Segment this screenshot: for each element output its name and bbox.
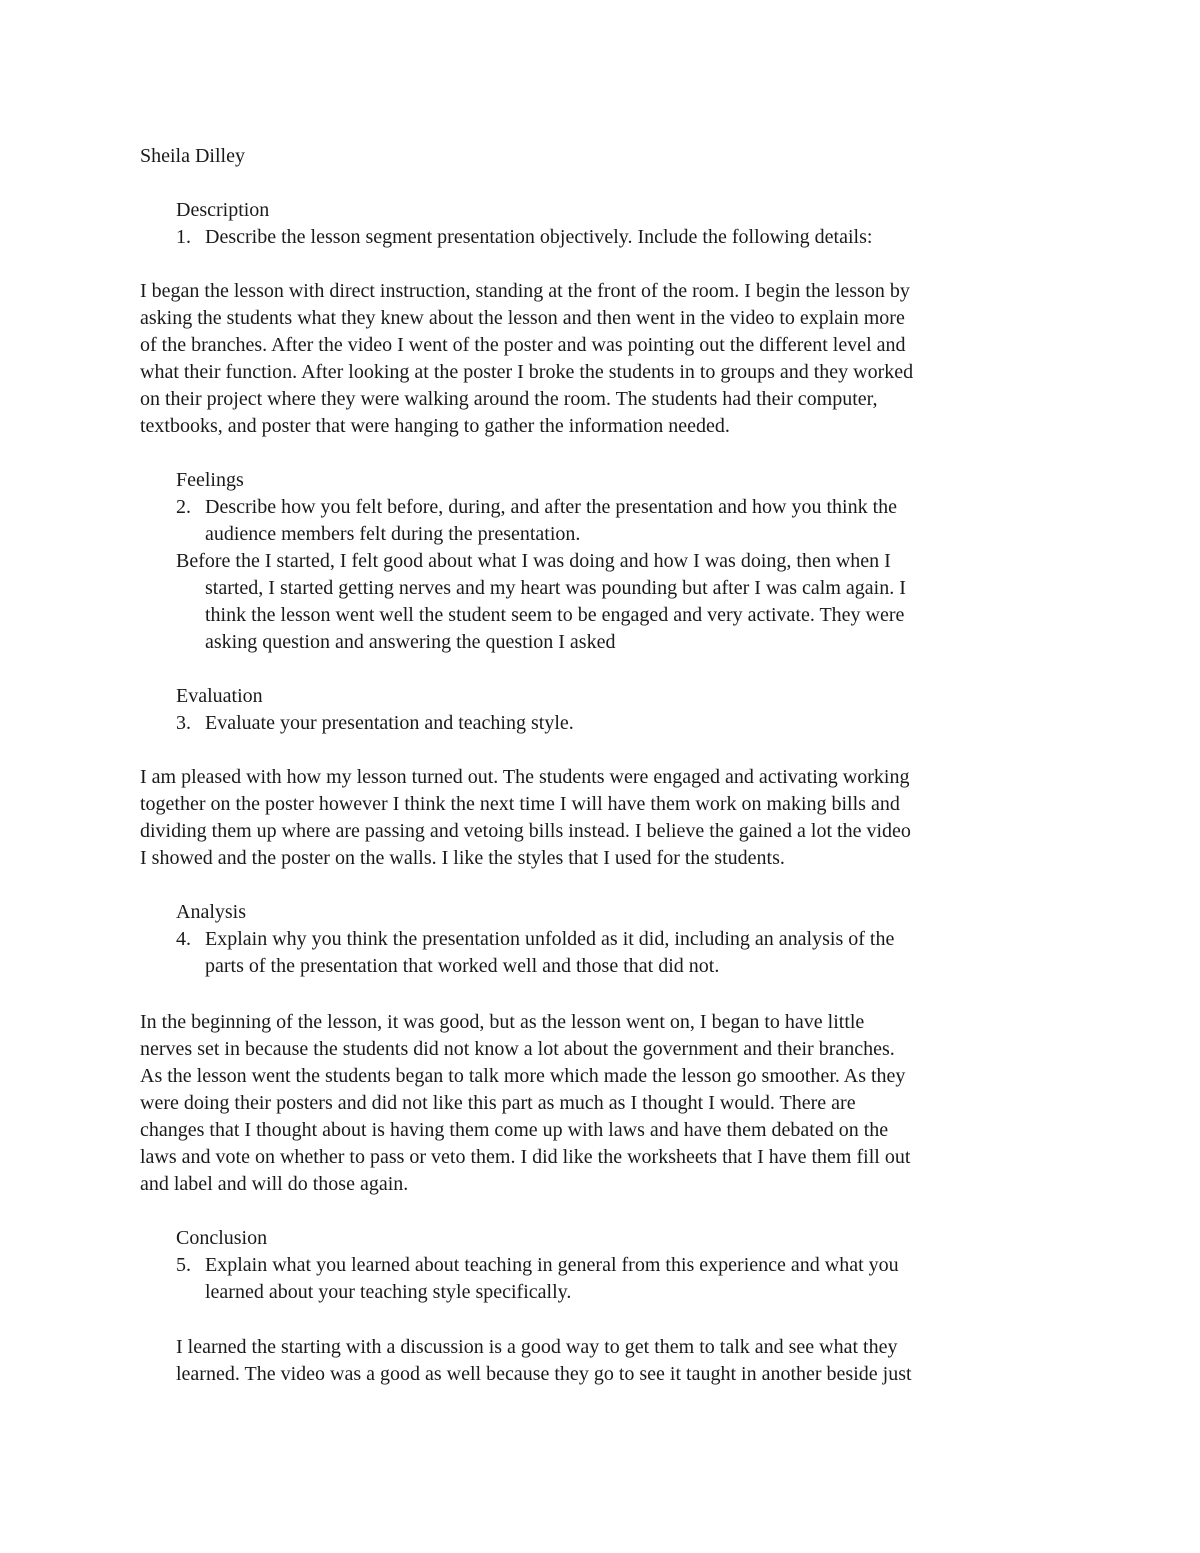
- response-line: asking the students what they knew about the lesson and then went in the video to explain more: [140, 307, 905, 329]
- prompt-text: Explain why you think the presentation unfolded as it did, including an analysis of the: [205, 928, 895, 950]
- response-line: were doing their posters and did not like this part as much as I thought I would. There are: [140, 1092, 856, 1114]
- prompt-text: parts of the presentation that worked well and those that did not.: [205, 955, 720, 977]
- response-line: think the lesson went well the student seem to be engaged and very activate. They were: [205, 604, 905, 626]
- author-name: Sheila Dilley: [140, 145, 245, 167]
- prompt-text: Describe the lesson segment presentation objectively. Include the following details:: [205, 226, 873, 248]
- response-line: In the beginning of the lesson, it was good, but as the lesson went on, I began to have little: [140, 1011, 865, 1033]
- prompt-text: audience members felt during the presentation.: [205, 523, 581, 545]
- response-line: I learned the starting with a discussion is a good way to get them to talk and see what they: [176, 1336, 898, 1358]
- response-line: and label and will do those again.: [140, 1173, 409, 1195]
- response-line: started, I started getting nerves and my heart was pounding but after I was calm again. I: [205, 577, 906, 599]
- section-heading: Conclusion: [176, 1227, 268, 1249]
- response-line: I showed and the poster on the walls. I like the styles that I used for the students.: [140, 847, 785, 869]
- response-line: learned. The video was a good as well because they go to see it taught in another beside just: [176, 1363, 912, 1385]
- response-line: nerves set in because the students did not know a lot about the government and their branches.: [140, 1038, 895, 1060]
- prompt-number: 4.: [176, 928, 191, 950]
- section-heading: Analysis: [176, 901, 246, 923]
- response-line: of the branches. After the video I went of the poster and was pointing out the different level and: [140, 334, 906, 356]
- response-line: on their project where they were walking around the room. The students had their computer,: [140, 388, 878, 410]
- response-line: together on the poster however I think the next time I will have them work on making bills and: [140, 793, 900, 815]
- response-line: dividing them up where are passing and vetoing bills instead. I believe the gained a lot the video: [140, 820, 911, 842]
- prompt-number: 3.: [176, 712, 191, 734]
- prompt-number: 5.: [176, 1254, 191, 1276]
- response-line: asking question and answering the question I asked: [205, 631, 616, 653]
- response-line: I am pleased with how my lesson turned out. The students were engaged and activating working: [140, 766, 910, 788]
- response-line: laws and vote on whether to pass or veto them. I did like the worksheets that I have them fill out: [140, 1146, 911, 1168]
- response-line: I began the lesson with direct instruction, standing at the front of the room. I begin the lesson by: [140, 280, 910, 302]
- response-line: what their function. After looking at the poster I broke the students in to groups and they worked: [140, 361, 914, 383]
- prompt-text: Evaluate your presentation and teaching style.: [205, 712, 574, 734]
- response-line: As the lesson went the students began to talk more which made the lesson go smoother. As they: [140, 1065, 906, 1087]
- response-line: changes that I thought about is having them come up with laws and have them debated on the: [140, 1119, 889, 1141]
- prompt-number: 1.: [176, 226, 191, 248]
- prompt-number: 2.: [176, 496, 191, 518]
- response-line: textbooks, and poster that were hanging to gather the information needed.: [140, 415, 730, 437]
- prompt-text: Describe how you felt before, during, and after the presentation and how you think the: [205, 496, 898, 518]
- section-heading: Evaluation: [176, 685, 263, 707]
- section-heading: Description: [176, 199, 270, 221]
- response-line: Before the I started, I felt good about what I was doing and how I was doing, then when I: [176, 550, 891, 572]
- prompt-text: Explain what you learned about teaching in general from this experience and what you: [205, 1254, 899, 1276]
- section-heading: Feelings: [176, 469, 244, 491]
- prompt-text: learned about your teaching style specifically.: [205, 1281, 572, 1303]
